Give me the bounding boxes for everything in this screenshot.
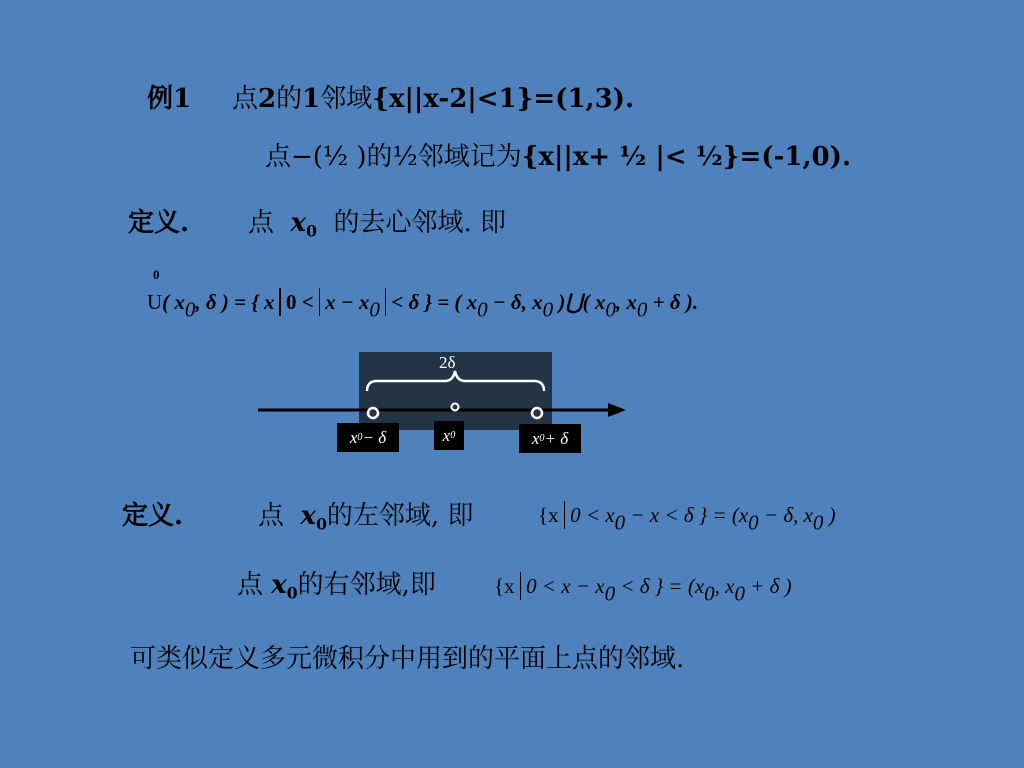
example-line1	[232, 86, 634, 112]
right-nbhd-var: x	[271, 570, 287, 600]
diagram-center-label	[434, 421, 464, 450]
def2-var: x	[300, 501, 317, 531]
formula1-U: U	[147, 290, 163, 314]
formula1-s2: 0	[542, 297, 554, 322]
def2-formula	[538, 501, 836, 533]
example-line1-set: {x||x-2|<1}=(1,3).	[372, 84, 635, 114]
right-nbhd-text	[237, 572, 436, 601]
right-nbhd-text-a: 点	[237, 570, 264, 600]
def1-var: x	[290, 208, 307, 238]
right-endpoint	[532, 408, 542, 418]
def1-text-a: 点	[248, 208, 275, 238]
def2-text-a: 点	[258, 501, 285, 531]
right-f-s2: 0	[704, 581, 715, 606]
example-label: 例1	[147, 84, 192, 114]
def2-sub: 0	[316, 514, 327, 534]
neighborhood-diagram	[250, 345, 650, 465]
right-nbhd-text-b: 的右邻域,即	[297, 570, 436, 600]
formula1-mid0: 0 <	[285, 290, 314, 314]
right-f-body3: , x	[714, 574, 735, 598]
def2-text	[258, 503, 473, 532]
left-label-sub: 0	[357, 432, 363, 443]
right-label-var: x	[531, 428, 540, 448]
diagram-left-label	[337, 423, 399, 452]
example-line1-two: 2	[258, 84, 277, 114]
diagram-right-label	[519, 424, 581, 453]
formula1-s3: 0	[605, 297, 616, 322]
example-line1-prefix: 点	[232, 84, 259, 114]
def2-f-s2: 0	[748, 510, 759, 535]
formula1-bar	[279, 288, 281, 316]
left-label-tail: − δ	[362, 427, 387, 447]
def1-text-b: 的去心邻域. 即	[333, 208, 506, 238]
formula1-p1: − δ, x	[487, 290, 543, 314]
center-label-var: x	[442, 425, 451, 445]
right-label-sub: 0	[539, 433, 545, 444]
formula1-p2: )⋃( x	[553, 290, 606, 314]
def2-f-s1: 0	[614, 510, 626, 535]
def2-f-open: {x	[538, 503, 559, 527]
left-endpoint	[368, 408, 378, 418]
formula1-abs: x − x	[325, 290, 370, 314]
diagram-width-label: 2δ	[439, 353, 456, 372]
formula1-s4: 0	[636, 297, 648, 322]
formula1-lhs2: , δ ) = { x	[195, 290, 275, 314]
closing-text: 可类似定义多元微积分中用到的平面上点的邻域.	[130, 644, 685, 674]
example-line2-set: {x||x+ ½ |< ½}=(-1,0).	[521, 142, 851, 172]
formula1-p4: + δ ).	[647, 290, 699, 314]
def2-f-body2: − x < δ } = (x	[625, 503, 749, 527]
formula1-abs-right	[385, 288, 387, 316]
example-line1-one: 1	[302, 84, 321, 114]
center-label-sub: 0	[450, 430, 456, 441]
formula1-p3: , x	[615, 290, 637, 314]
example-line2	[265, 144, 851, 170]
def1-sub: 0	[306, 221, 317, 241]
def2-f-s3: 0	[812, 510, 824, 535]
right-f-close: + δ )	[744, 574, 792, 598]
def2-f-close: )	[823, 503, 836, 527]
right-f-body: 0 < x − x	[526, 574, 605, 598]
formula1-sub0: 0	[184, 297, 196, 322]
formula1-s1: 0	[477, 297, 488, 322]
def2-f-body: 0 < x	[570, 503, 615, 527]
formula1-abs-sub: 0	[369, 297, 380, 322]
right-f-s1: 0	[604, 581, 616, 606]
formula1-mark: 0	[153, 267, 160, 282]
def1-label: 定义.	[128, 208, 190, 238]
example-line1-suffix: 邻域	[320, 84, 373, 114]
formula1-lhs: ( x	[162, 290, 185, 314]
right-f-open: {x	[494, 574, 515, 598]
formula1-lt: < δ } = ( x	[391, 290, 478, 314]
example-line2-prefix: 点−(½ )的½邻域记为	[265, 142, 522, 172]
right-label-tail: + δ	[544, 428, 569, 448]
left-label-var: x	[349, 427, 358, 447]
def2-bar	[564, 501, 566, 529]
center-point	[452, 404, 459, 411]
formula1-abs-left	[319, 288, 321, 316]
right-nbhd-formula	[494, 572, 792, 604]
right-bar	[520, 572, 522, 600]
formula1	[147, 288, 698, 320]
def2-label: 定义.	[122, 501, 184, 531]
def2-text-b: 的左邻域, 即	[326, 501, 474, 531]
right-nbhd-sub: 0	[286, 583, 298, 603]
right-f-body2: < δ } = (x	[615, 574, 705, 598]
def1-text	[248, 210, 506, 239]
right-f-s3: 0	[734, 581, 745, 606]
example-line1-mid: 的	[276, 84, 303, 114]
def2-f-body3: − δ, x	[758, 503, 813, 527]
arrow-head-icon	[608, 403, 626, 417]
